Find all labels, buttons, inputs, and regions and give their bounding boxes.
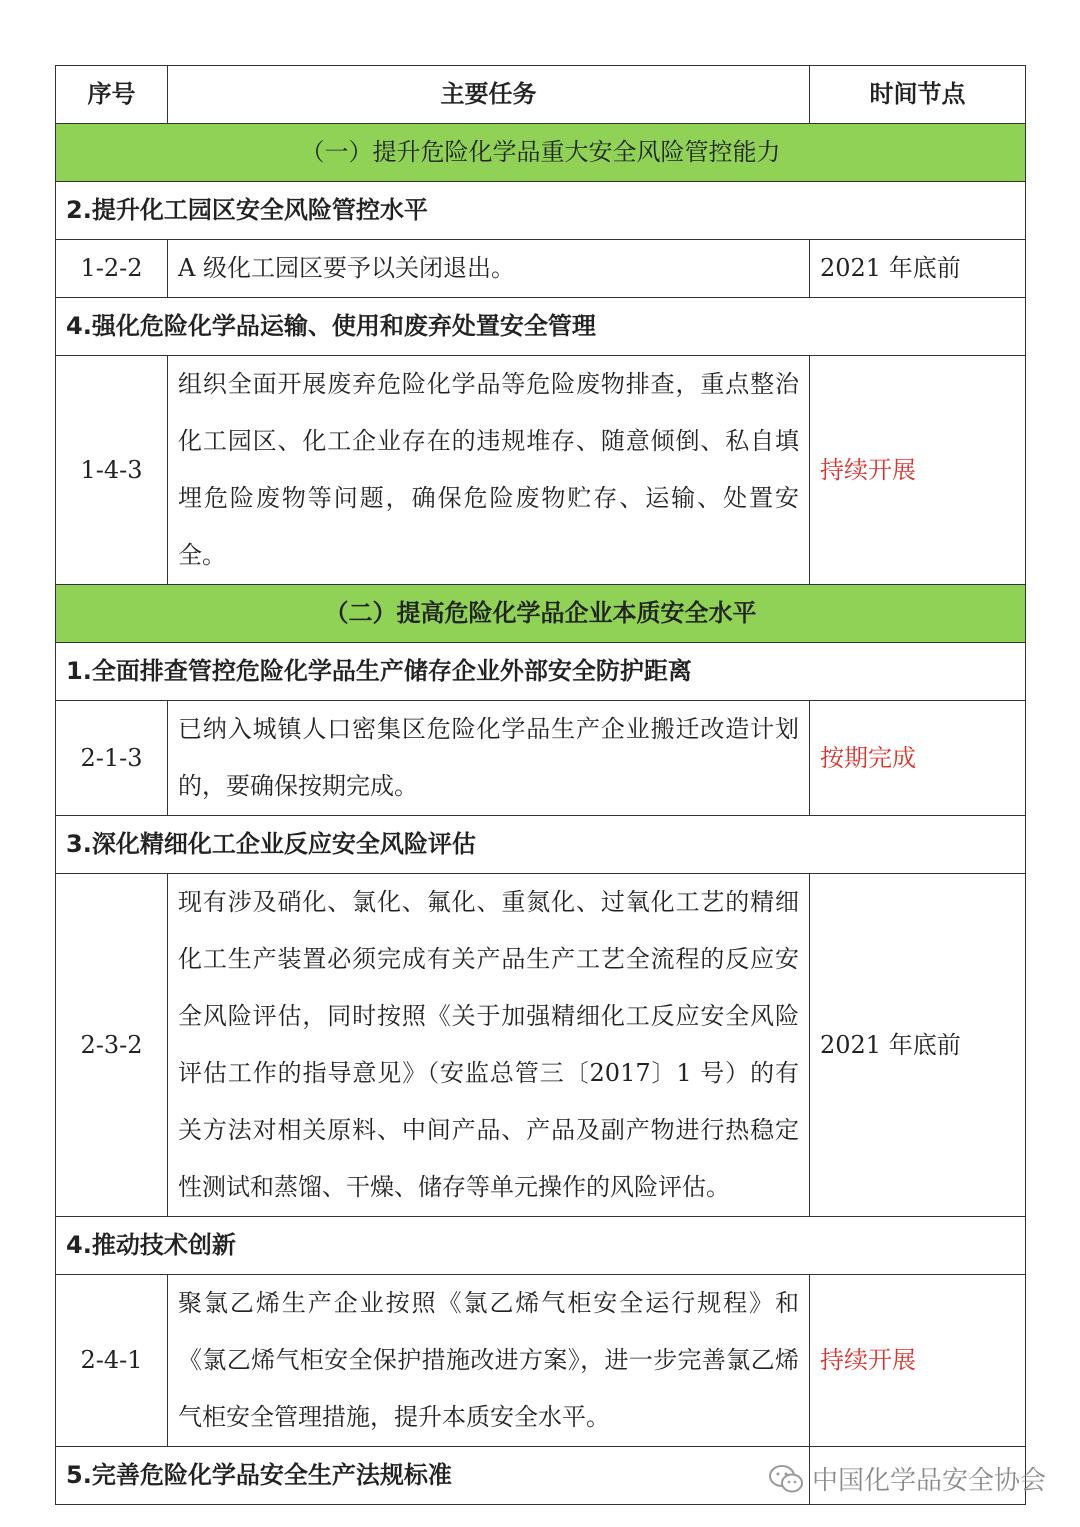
header-no: 序号 (56, 66, 168, 124)
section-title: （二）提高危险化学品企业本质安全水平 (56, 585, 1026, 643)
row-task: 已纳入城镇人口密集区危险化学品生产企业搬迁改造计划的，要确保按期完成。 (168, 701, 810, 816)
row-no: 1-2-2 (56, 240, 168, 298)
row-no: 2-1-3 (56, 701, 168, 816)
table-row (56, 874, 1026, 1217)
row-time: 2021 年底前 (810, 874, 1026, 1217)
header-time: 时间节点 (810, 66, 1026, 124)
subheading-row (56, 298, 1026, 356)
row-time: 持续开展 (810, 356, 1026, 585)
subheading-row (56, 1217, 1026, 1275)
subheading: 4.强化危险化学品运输、使用和废弃处置安全管理 (56, 298, 1026, 356)
subheading: 5.完善危险化学品安全生产法规标准 (56, 1447, 810, 1505)
subheading-row (56, 643, 1026, 701)
row-no: 2-4-1 (56, 1275, 168, 1447)
table-row (56, 356, 1026, 585)
section-title: （一）提升危险化学品重大安全风险管控能力 (56, 124, 1026, 182)
row-time: 按期完成 (810, 701, 1026, 816)
subheading: 4.推动技术创新 (56, 1217, 1026, 1275)
row-no: 1-4-3 (56, 356, 168, 585)
subheading-row (56, 816, 1026, 874)
row-task: A 级化工园区要予以关闭退出。 (168, 240, 810, 298)
table-header (56, 66, 1026, 124)
subheading: 2.提升化工园区安全风险管控水平 (56, 182, 1026, 240)
row-task: 聚氯乙烯生产企业按照《氯乙烯气柜安全运行规程》和《氯乙烯气柜安全保护措施改进方案》，进一步完善氯乙烯气柜安全管理措施，提升本质安全水平。 (168, 1275, 810, 1447)
subheading-row (56, 182, 1026, 240)
row-task: 组织全面开展废弃危险化学品等危险废物排查，重点整治化工园区、化工企业存在的违规堆存、随意倾倒、私自填埋危险废物等问题，确保危险废物贮存、运输、处置安全。 (168, 356, 810, 585)
table-row (56, 1275, 1026, 1447)
subheading: 1.全面排查管控危险化学品生产储存企业外部安全防护距离 (56, 643, 1026, 701)
header-task: 主要任务 (168, 66, 810, 124)
section-row (56, 124, 1026, 182)
wechat-icon (768, 1464, 804, 1494)
row-time: 2021 年底前 (810, 240, 1026, 298)
row-task: 现有涉及硝化、氯化、氟化、重氮化、过氧化工艺的精细化工生产装置必须完成有关产品生产工艺全流程的反应安全风险评估，同时按照《关于加强精细化工反应安全风险评估工作的指导意见》（安监总管三〔2017〕1 号）的有关方法对相关原料、中间产品、产品及副产物进行热稳定性测试和蒸馏、干燥、储存等单元操作的风险评估。 (168, 874, 810, 1217)
table-row (56, 240, 1026, 298)
row-time: 持续开展 (810, 1275, 1026, 1447)
watermark-text: 中国化学品安全协会 (811, 1466, 1046, 1496)
table-row (56, 701, 1026, 816)
row-no: 2-3-2 (56, 874, 168, 1217)
subheading: 3.深化精细化工企业反应安全风险评估 (56, 816, 1026, 874)
watermark (768, 1460, 1046, 1497)
task-table (55, 65, 1026, 1505)
section-row (56, 585, 1026, 643)
